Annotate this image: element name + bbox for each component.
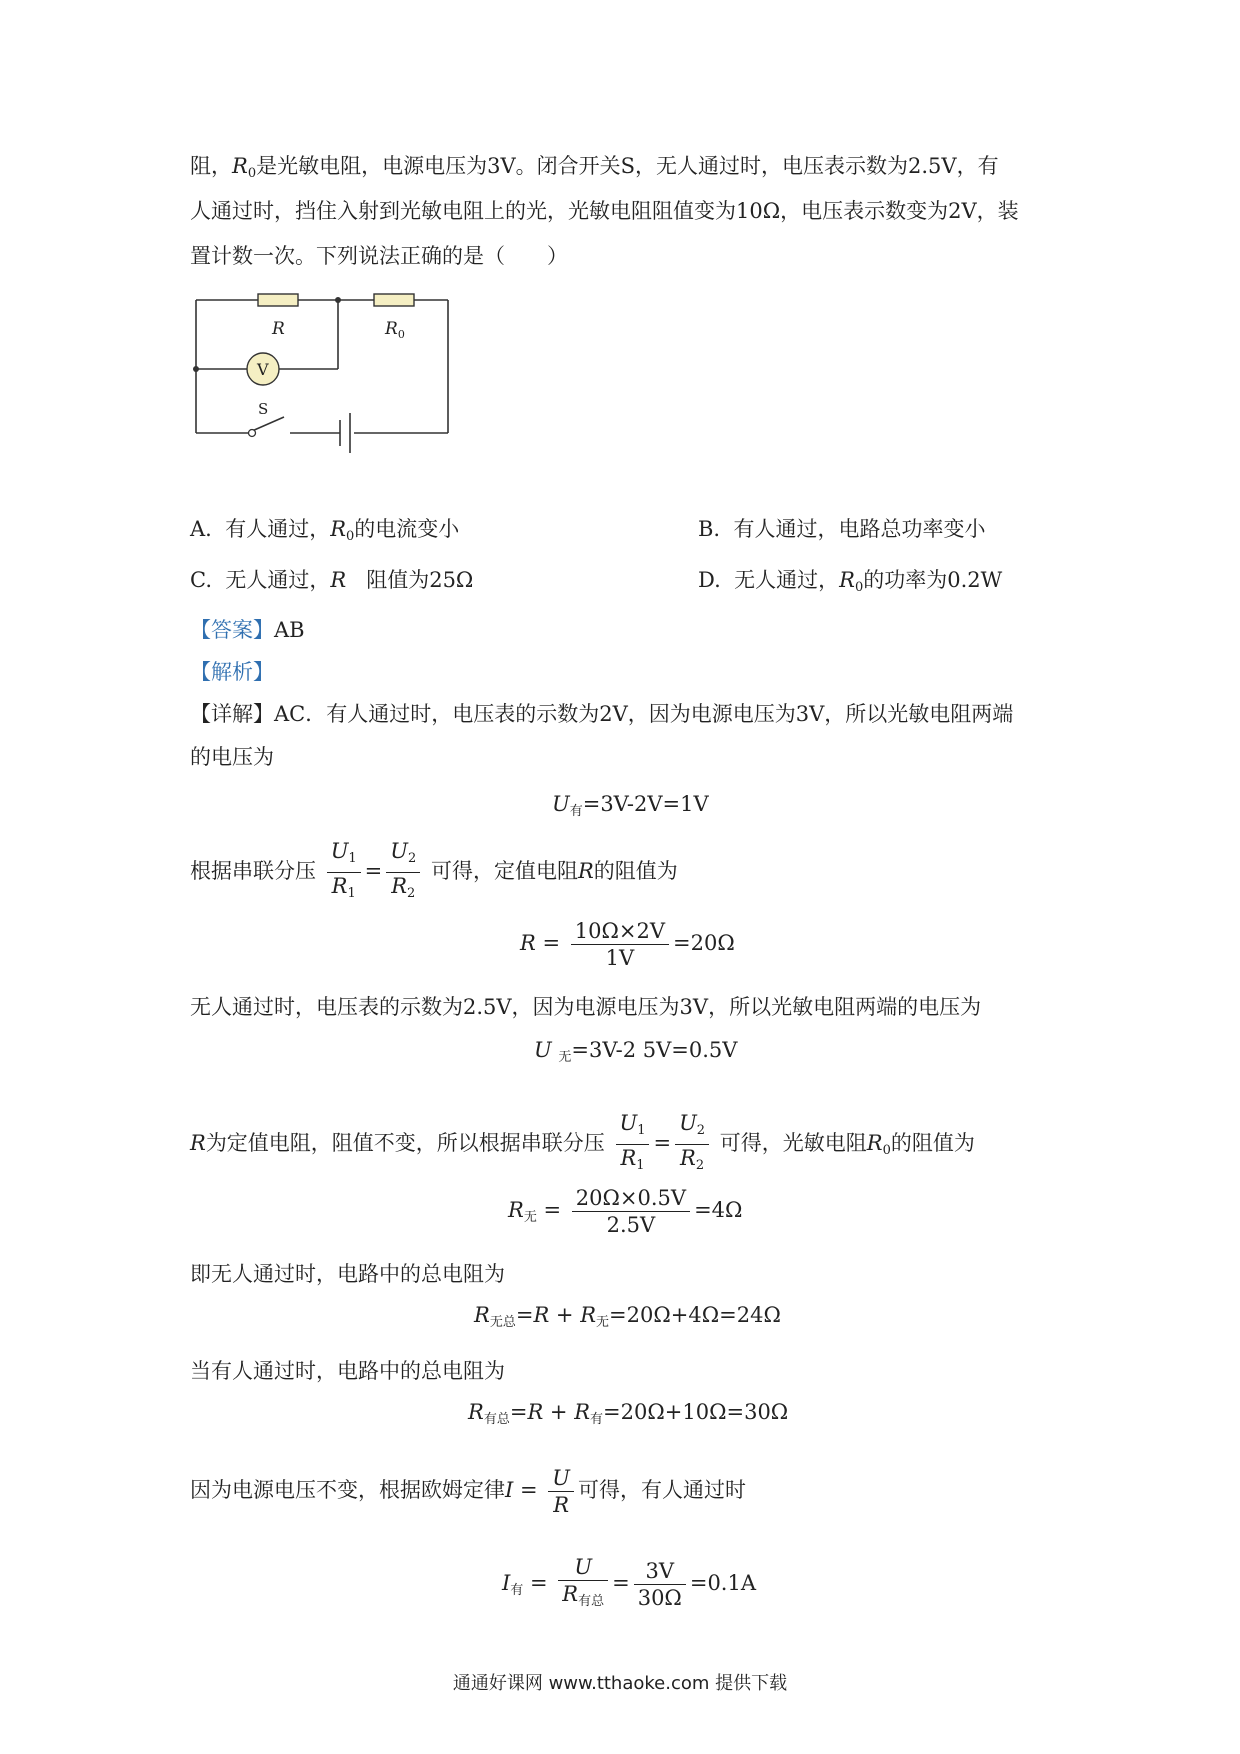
detail-line-2: 的电压为	[190, 745, 274, 769]
resistor-r	[258, 294, 298, 306]
label-r0: $R_0$	[385, 319, 405, 341]
question-line-2: 人通过时，挡住入射到光敏电阻上的光，光敏电阻阻值变为10Ω，电压表示数变为2V，装	[190, 199, 1019, 223]
label-s: S	[258, 400, 269, 418]
detail-line-7: 当有人通过时，电路中的总电阻为	[190, 1359, 505, 1383]
label-r: R	[272, 319, 285, 339]
option-d[interactable]: D. 无人通过，$R_0$的功率为0.2W	[698, 568, 1003, 595]
answer-line: 【答案】AB	[190, 618, 305, 642]
option-b[interactable]: B. 有人通过，电路总功率变小	[698, 517, 986, 541]
resistor-r0	[374, 294, 414, 306]
option-c[interactable]: C. 无人通过，R 阻值为25Ω	[190, 568, 474, 592]
equation-1: $U_有=3V-2V=1V$	[552, 792, 709, 819]
label-v: V	[257, 360, 269, 379]
detail-line-5: R为定值电阻，阻值不变，所以根据串联分压 $\frac{U_1}{R_1}$ = $\frac{U_2}{R_2}$ 可得，光敏电阻$R_0$的阻值为	[190, 1111, 975, 1173]
equation-7: $I_有$ = $\frac{U}{R_{有总}}$ = $\frac{3V}{30\Omega}$ =0.1A	[502, 1555, 757, 1610]
question-line-1: 阻，$R_0$是光敏电阻，电源电压为3V。闭合开关S，无人通过时，电压表示数为2.5V，有	[190, 154, 999, 181]
detail-line-6: 即无人通过时，电路中的总电阻为	[190, 1262, 505, 1286]
page-footer: 通通好课网 www.tthaoke.com 提供下载	[452, 1673, 788, 1694]
detail-line-4: 无人通过时，电压表的示数为2.5V，因为电源电压为3V，所以光敏电阻两端的电压为	[190, 995, 982, 1019]
detail-line-8: 因为电源电压不变，根据欧姆定律I = $\frac{U}{R}$ 可得，有人通过时	[190, 1466, 746, 1517]
equation-3: U $_无$=3V-2 5V=0.5V	[534, 1038, 738, 1065]
equation-6: $R_{有总}=R + R_有=20\Omega+10\Omega=30\Omega$	[468, 1400, 789, 1427]
detail-line-3: 根据串联分压 $\frac{U_1}{R_1}$ = $\frac{U_2}{R_2}$ 可得，定值电阻R的阻值为	[190, 839, 678, 901]
equation-4: $R_无$ = $\frac{20\Omega\times 0.5V}{2.5V}$ =4Ω	[508, 1186, 743, 1237]
equation-2: R = $\frac{10\Omega\times 2V}{1V}$ =20Ω	[520, 919, 735, 970]
circuit-diagram	[180, 280, 470, 470]
option-a[interactable]: A. 有人通过，$R_0$的电流变小	[190, 517, 460, 544]
equation-5: $R_{无总}=R + R_无=20\Omega+4\Omega=24\Omega$	[474, 1303, 781, 1330]
detail-line-1: 【详解】AC．有人通过时，电压表的示数为2V，因为电源电压为3V，所以光敏电阻两端	[190, 702, 1014, 726]
analysis-tag: 【解析】	[190, 660, 274, 684]
question-line-3: 置计数一次。下列说法正确的是（ ）	[190, 244, 568, 268]
